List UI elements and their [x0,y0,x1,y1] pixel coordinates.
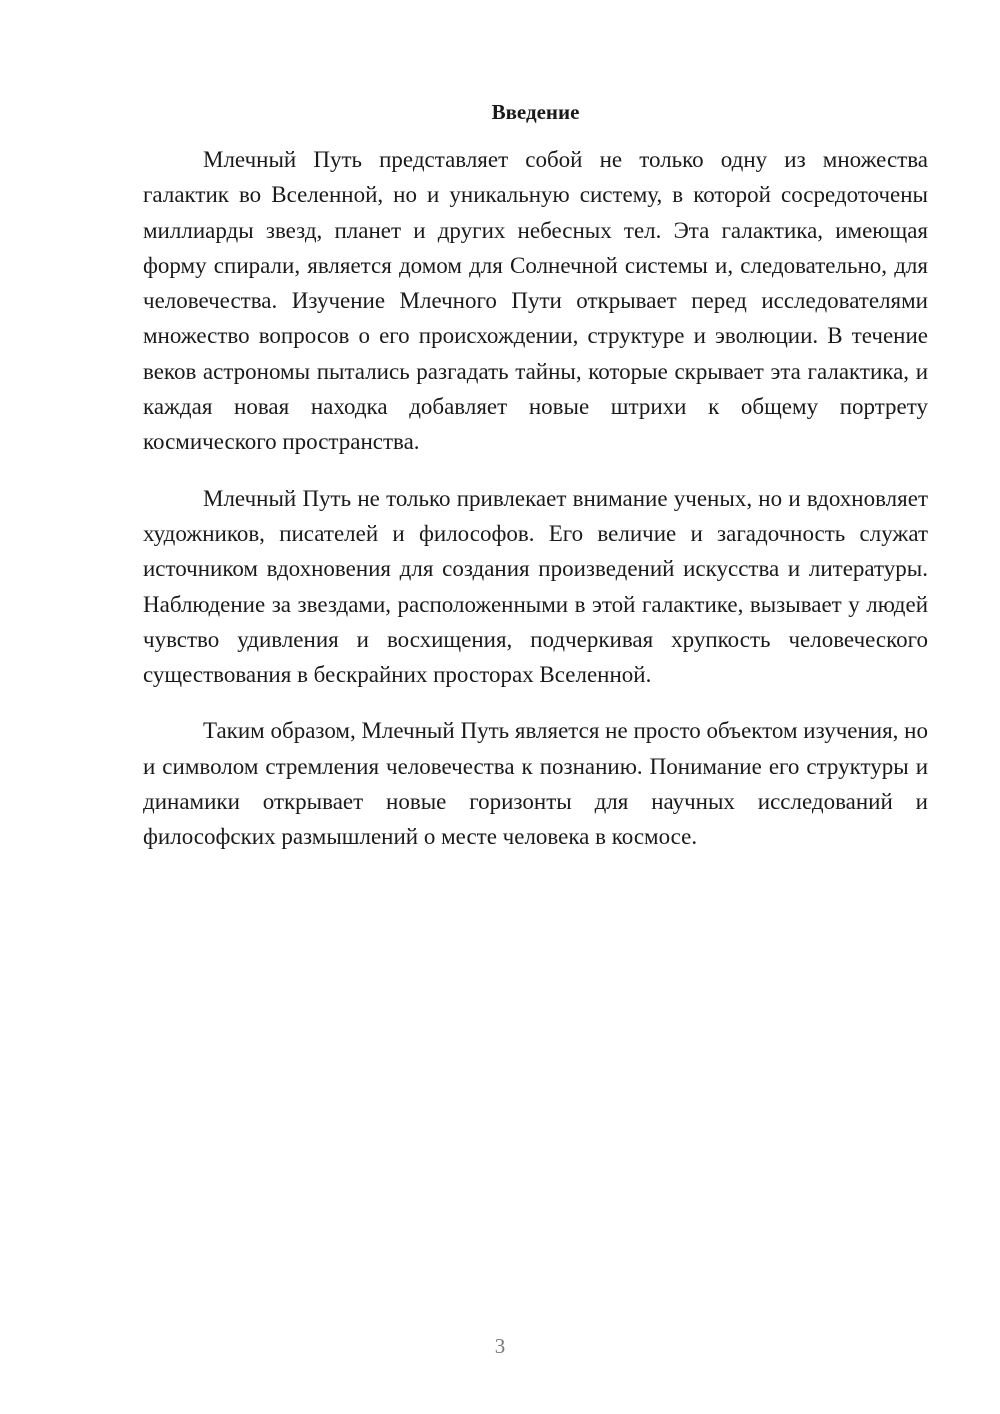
paragraph-3: Таким образом, Млечный Путь является не просто объектом изучения, но и символом стремления человечества к познанию. Понимание его структуры и динамики открывает новые горизонты для научных исследований и философских размышлений о месте человека в космосе. [143,718,928,850]
page-number: 3 [494,1334,506,1358]
body-text [143,142,928,876]
page-title: Введение [491,100,580,124]
paragraph-1: Млечный Путь представляет собой не только одну из множества галактик во Вселенной, но и уникальную систему, в которой сосредоточены миллиарды звезд, планет и других небесных тел. Эта галактика, имеющая форму спирали, является домом для Солнечной системы и, следовательно, для человечества. Изучение Млечного Пути открывает перед исследователями множество вопросов о его происхождении, структуре и эволюции. В течение веков астрономы пытались разгадать тайны, которые скрывает эта галактика, и каждая новая находка добавляет новые штрихи к общему портрету космического пространства. [143,147,928,455]
paragraph-2: Млечный Путь не только привлекает внимание ученых, но и вдохновляет художников, писателей и философов. Его величие и загадочность служат источником вдохновения для создания произведений искусства и литературы. Наблюдение за звездами, расположенными в этой галактике, вызывает у людей чувство удивления и восхищения, подчеркивая хрупкость человеческого существования в бескрайних просторах Вселенной. [143,485,928,688]
